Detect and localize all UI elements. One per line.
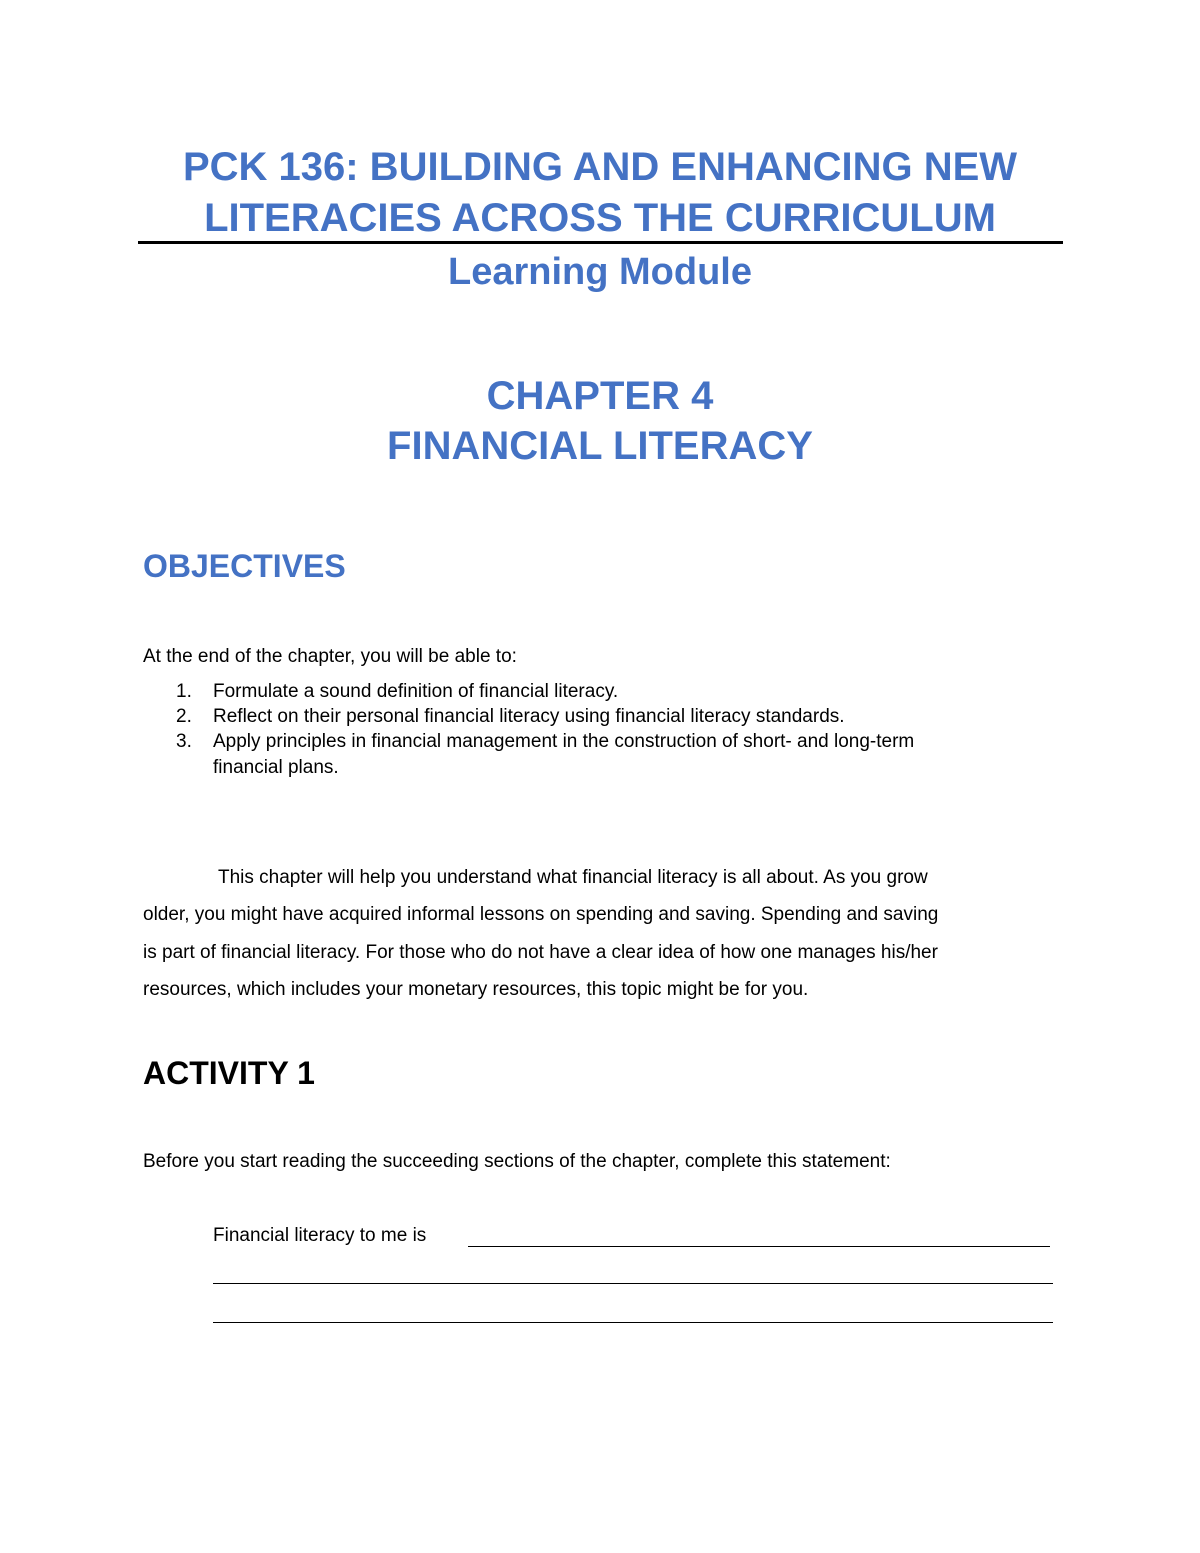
objective-number: 1.	[176, 681, 192, 702]
objective-text-continuation: financial plans.	[213, 757, 339, 778]
document-title-line-2: LITERACIES ACROSS THE CURRICULUM	[204, 196, 996, 240]
title-divider	[138, 241, 1063, 244]
body-paragraph-line: older, you might have acquired informal lessons on spending and saving. Spending and saving	[143, 904, 939, 925]
objective-item	[176, 680, 618, 704]
body-paragraph-line: resources, which includes your monetary resources, this topic might be for you.	[143, 979, 809, 1000]
objective-number: 2.	[176, 706, 192, 727]
objective-item	[176, 730, 914, 754]
chapter-name: FINANCIAL LITERACY	[387, 424, 813, 468]
objective-text: Formulate a sound definition of financial literacy.	[213, 681, 619, 702]
answer-blank-line[interactable]	[468, 1246, 1050, 1247]
body-paragraph-line: is part of financial literacy. For those who do not have a clear idea of how one manages his/her	[143, 942, 938, 963]
objective-item	[176, 705, 845, 729]
chapter-number: CHAPTER 4	[486, 374, 714, 418]
body-paragraph-line: This chapter will help you understand what financial literacy is all about. As you grow	[218, 867, 928, 888]
answer-blank-line[interactable]	[213, 1322, 1053, 1323]
activity-instruction: Before you start reading the succeeding sections of the chapter, complete this statement:	[143, 1151, 891, 1172]
objectives-heading: OBJECTIVES	[143, 548, 346, 584]
objective-text: Apply principles in financial management in the construction of short- and long-term	[213, 731, 915, 752]
document-subtitle: Learning Module	[448, 251, 752, 293]
document-title-line-1: PCK 136: BUILDING AND ENHANCING NEW	[182, 145, 1018, 189]
objective-text: Reflect on their personal financial literacy using financial literacy standards.	[213, 706, 845, 727]
objective-number: 3.	[176, 731, 192, 752]
fill-in-prompt: Financial literacy to me is	[213, 1225, 427, 1246]
answer-blank-line[interactable]	[213, 1283, 1053, 1284]
activity-heading: ACTIVITY 1	[143, 1055, 315, 1091]
objectives-intro: At the end of the chapter, you will be able to:	[143, 646, 517, 667]
